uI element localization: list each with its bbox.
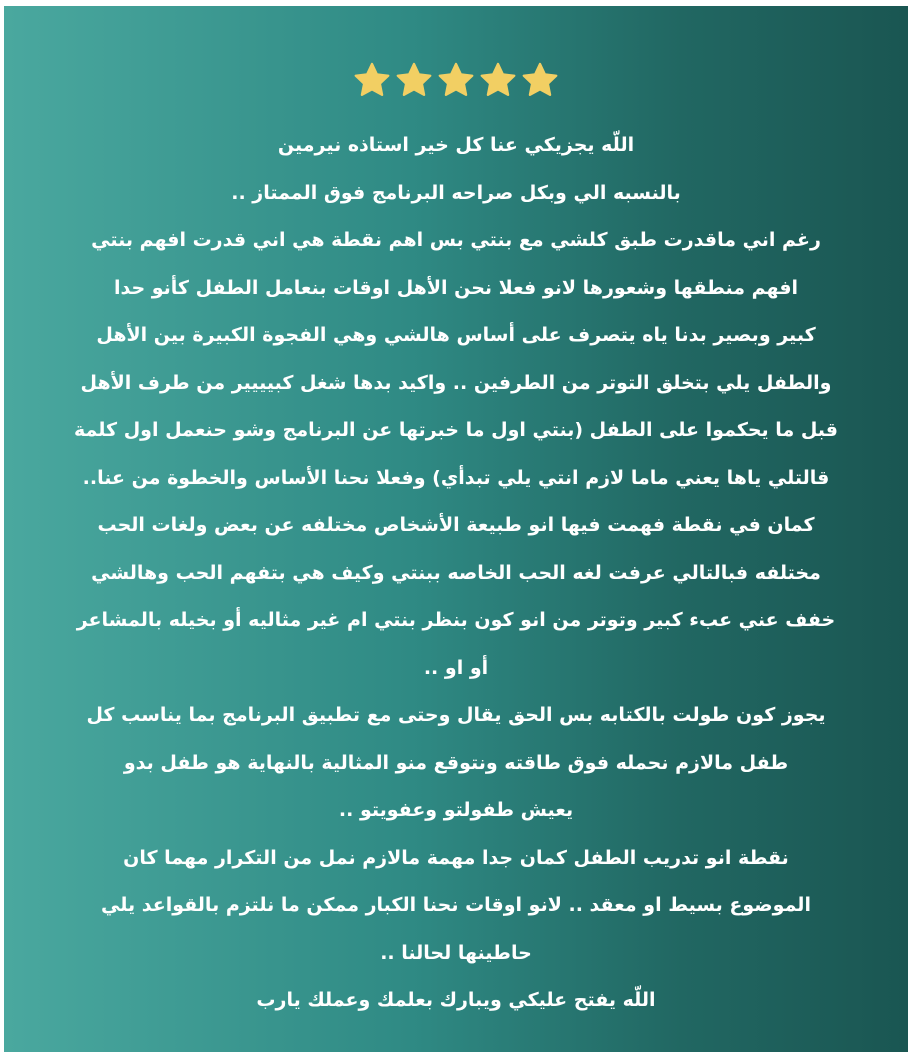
star-icon [353, 61, 391, 99]
review-line: بالنسبه الي وبكل صراحه البرنامج فوق الممتاز .. [231, 181, 681, 204]
star-icon [521, 61, 559, 99]
review-line: خفف عني عبء كبير وتوتر من انو كون بنظر بنتي ام غير مثاليه أو بخيله بالمشاعر [76, 609, 836, 631]
review-line: نقطة انو تدريب الطفل كمان جدا مهمة مالازم نمل من التكرار مهما كان [123, 846, 789, 869]
testimonial-card [4, 6, 908, 1052]
review-line: الموضوع بسيط او معقد .. لانو اوقات نحنا الكبار ممكن ما نلتزم بالقواعد يلي [101, 894, 811, 916]
star-icon [437, 61, 475, 99]
review-line: والطفل يلي بتخلق التوتر من الطرفين .. واكيد بدها شغل كبيييير من طرف الأهل [80, 371, 832, 394]
review-line: يجوز كون طولت بالكتابه بس الحق يقال وحتى مع تطبيق البرنامج بما يناسب كل [86, 704, 826, 726]
review-line: مختلفه فبالتالي عرفت لغه الحب الخاصه ببنتي وكيف هي بتفهم الحب وهالشي [91, 561, 821, 584]
review-text [44, 122, 868, 1025]
review-line: رغم اني ماقدرت طبق كلشي مع بنتي بس اهم نقطة هي اني قدرت افهم بنتي [91, 229, 821, 251]
review-line: افهم منطقها وشعورها لانو فعلا نحن الأهل اوقات بنعامل الطفل كأنو حدا [113, 276, 799, 299]
star-icon [395, 61, 433, 99]
review-line: اللّه يفتح عليكي ويبارك بعلمك وعملك يارب [256, 989, 656, 1011]
review-line: حاطينها لحالنا .. [380, 941, 532, 964]
review-line: قبل ما يحكموا على الطفل (بنتي اول ما خبرتها عن البرنامج وشو حنعمل اول كلمة [74, 419, 838, 441]
review-line: يعيش طفولتو وعفويتو .. [338, 799, 574, 821]
star-icon [479, 61, 517, 99]
review-line: كبير وبصير بدنا ياه يتصرف على أساس هالشي وهي الفجوة الكبيرة بين الأهل [96, 324, 816, 346]
review-line: قالتلي ياها يعني ماما لازم انتي يلي تبدأي) وفعلا نحنا الأساس والخطوة من عنا.. [82, 466, 830, 489]
review-line: أو او .. [423, 656, 489, 679]
star-rating [4, 61, 908, 99]
review-line: كمان في نقطة فهمت فيها انو طبيعة الأشخاص مختلفه عن بعض ولغات الحب [97, 514, 815, 536]
review-line: اللّه يجزيكي عنا كل خير استاذه نيرمين [277, 134, 635, 156]
review-line: طفل مالازم نحمله فوق طاقته ونتوقع منو المثالية بالنهاية هو طفل بدو [123, 751, 789, 774]
